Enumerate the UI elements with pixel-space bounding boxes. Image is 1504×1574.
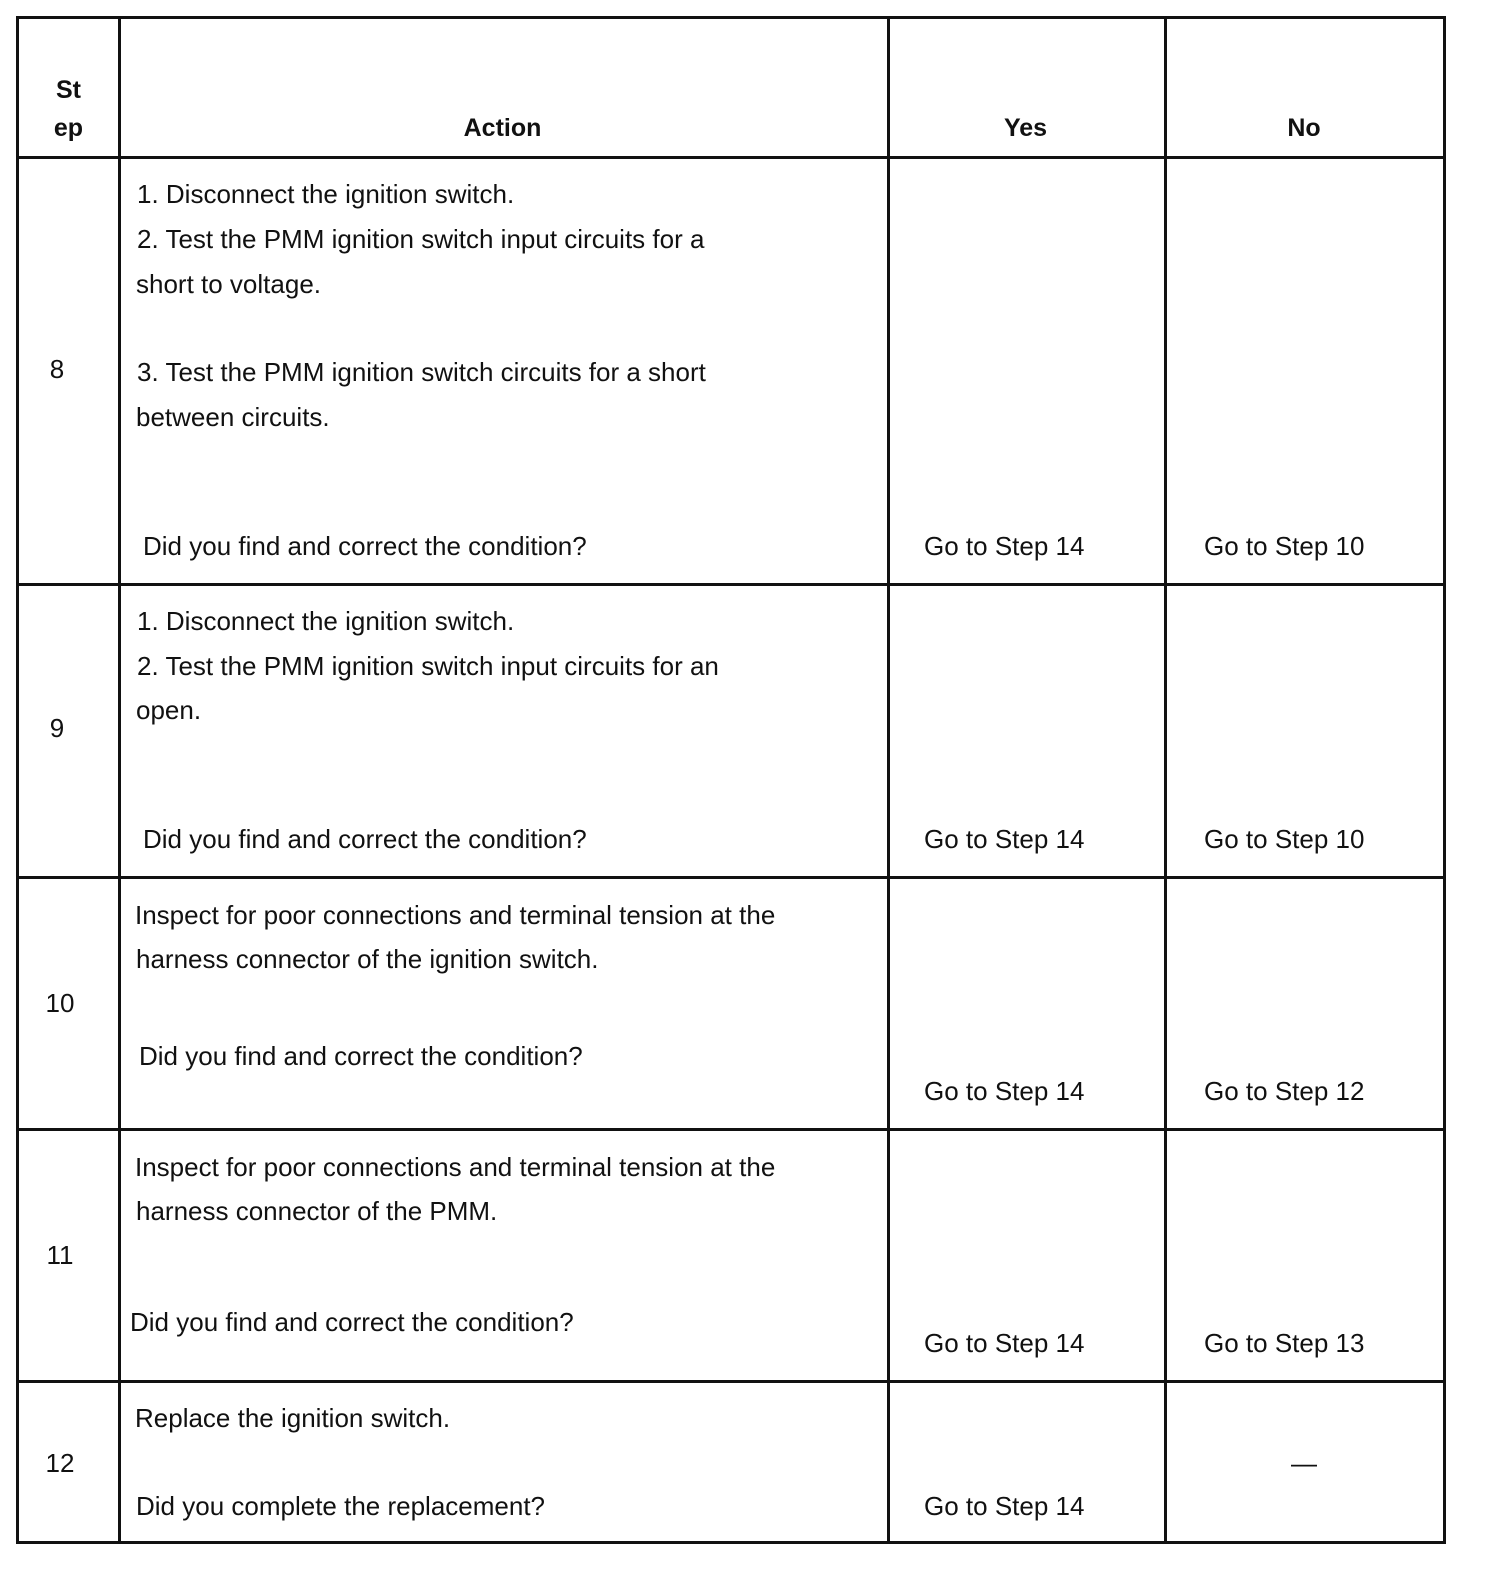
action-question: Did you find and correct the condition?: [143, 824, 587, 854]
yes-result: Go to Step 14: [924, 1328, 1085, 1358]
column-divider: [118, 19, 121, 1541]
header-yes: Yes: [1003, 114, 1048, 142]
action-line: harness connector of the ignition switch.: [136, 944, 599, 974]
action-line: Replace the ignition switch.: [135, 1403, 451, 1433]
action-line: harness connector of the PMM.: [136, 1196, 498, 1226]
action-question: Did you find and correct the condition?: [130, 1307, 574, 1337]
no-result: —: [1291, 1448, 1317, 1478]
action-question: Did you complete the replacement?: [136, 1491, 546, 1521]
header-no: No: [1287, 114, 1321, 142]
action-line: Inspect for poor connections and terminal tension at the: [135, 1152, 776, 1182]
action-line: open.: [136, 695, 202, 725]
step-number: 11: [46, 1240, 74, 1270]
yes-result: Go to Step 14: [924, 824, 1085, 854]
step-number: 10: [45, 988, 75, 1018]
step-number: 12: [45, 1448, 75, 1478]
header-step-line1: St: [56, 76, 81, 104]
action-line: 2. Test the PMM ignition switch input circuits for a: [137, 224, 705, 254]
action-line: 1. Disconnect the ignition switch.: [137, 606, 515, 636]
no-result: Go to Step 10: [1204, 824, 1365, 854]
yes-result: Go to Step 14: [924, 1076, 1085, 1106]
column-divider: [1164, 19, 1167, 1541]
row-divider: [19, 156, 1443, 159]
action-question: Did you find and correct the condition?: [139, 1041, 583, 1071]
yes-result: Go to Step 14: [924, 531, 1085, 561]
column-divider: [887, 19, 890, 1541]
header-step-line2: ep: [53, 114, 84, 142]
no-result: Go to Step 12: [1204, 1076, 1365, 1106]
step-number: 8: [49, 354, 65, 384]
action-line: 1. Disconnect the ignition switch.: [137, 179, 515, 209]
row-divider: [19, 1128, 1443, 1131]
action-line: 3. Test the PMM ignition switch circuits for a short: [137, 357, 706, 387]
action-line: short to voltage.: [136, 269, 321, 299]
row-divider: [19, 583, 1443, 586]
row-divider: [19, 1380, 1443, 1383]
step-number: 9: [49, 713, 65, 743]
action-line: between circuits.: [136, 402, 330, 432]
action-question: Did you find and correct the condition?: [143, 531, 587, 561]
row-divider: [19, 876, 1443, 879]
action-line: Inspect for poor connections and terminal tension at the: [135, 900, 776, 930]
no-result: Go to Step 10: [1204, 531, 1365, 561]
header-action: Action: [463, 114, 542, 142]
yes-result: Go to Step 14: [924, 1491, 1085, 1521]
action-line: 2. Test the PMM ignition switch input circuits for an: [137, 651, 719, 681]
no-result: Go to Step 13: [1204, 1328, 1365, 1358]
